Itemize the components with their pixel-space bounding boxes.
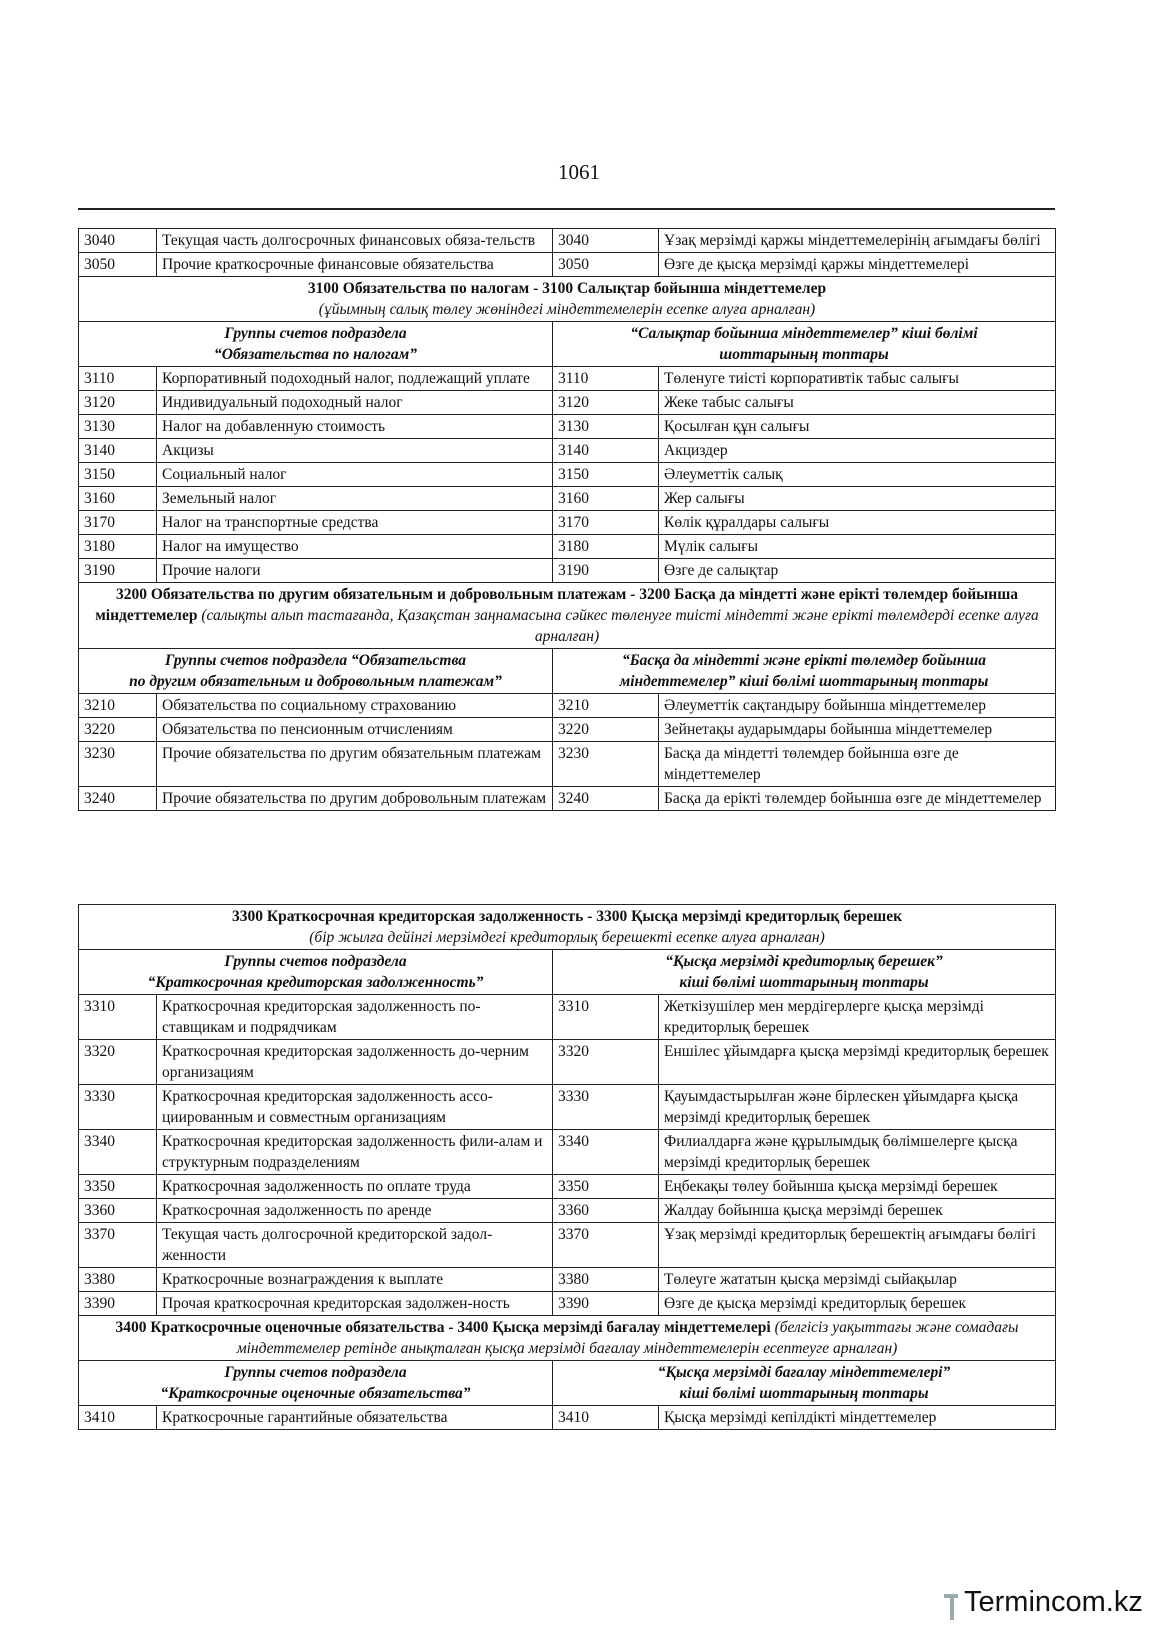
table-row [79,742,1056,787]
table-row [79,253,1056,277]
section-note: (салықты алып тастағанда, Қазақстан заңнамасына сәйкес төленуге тиісті міндетті және ерікті төлемдерді есепке алуға арналған) [201,607,1039,645]
code-kz: 3190 [553,559,659,583]
watermark-text: Termincom.kz [964,1586,1143,1618]
header-ru-line2: “Краткосрочная кредиторская задолженность” [147,974,484,991]
rows-3100 [79,367,1056,583]
code-kz: 3160 [553,487,659,511]
header-ru-line1: Группы счетов подраздела [224,953,407,970]
name-kz: Еңбекақы төлеу бойынша қысқа мерзімді берешек [659,1175,1056,1199]
code-ru: 3310 [79,995,157,1040]
name-ru: Социальный налог [157,463,553,487]
section-title: 3200 Обязательства по другим обязательным и добровольным платежам - 3200 Басқа да міндетті және ерікті төлемдер бойынша міндеттемелер [95,586,1019,624]
table-row [79,694,1056,718]
section-header-row [79,1361,1056,1406]
section-title: 3400 Краткосрочные оценочные обязательства - 3400 Қысқа мерзімді бағалау міндеттемелері [115,1319,771,1336]
name-ru: Прочие налоги [157,559,553,583]
code-kz: 3310 [553,995,659,1040]
code-kz: 3050 [553,253,659,277]
code-ru: 3040 [79,229,157,253]
table-row [79,229,1056,253]
code-ru: 3240 [79,787,157,811]
code-kz: 3410 [553,1406,659,1430]
name-kz: Әлеуметтік сақтандыру бойынша міндеттемелер [659,694,1056,718]
code-kz: 3210 [553,694,659,718]
code-kz: 3110 [553,367,659,391]
section-header-row [79,649,1056,694]
name-ru: Краткосрочная задолженность по оплате труда [157,1175,553,1199]
section-title-row [79,1316,1056,1361]
code-ru: 3220 [79,718,157,742]
name-ru: Обязательства по социальному страхованию [157,694,553,718]
section-note: (ұйымның салық төлеу жөніндегі міндеттемелерін есепке алуға арналған) [318,301,816,318]
code-kz: 3340 [553,1130,659,1175]
name-ru: Налог на транспортные средства [157,511,553,535]
name-ru: Краткосрочные вознаграждения к выплате [157,1268,553,1292]
name-ru: Прочая краткосрочная кредиторская задолжен-ность [157,1292,553,1316]
table-row [79,1199,1056,1223]
code-ru: 3110 [79,367,157,391]
section-title-row [79,905,1056,950]
code-kz: 3180 [553,535,659,559]
code-kz: 3130 [553,415,659,439]
table-row [79,1130,1056,1175]
name-kz: Ұзақ мерзімді кредиторлық берешектің ағымдағы бөлігі [659,1223,1056,1268]
name-kz: Жеке табыс салығы [659,391,1056,415]
table-row [79,367,1056,391]
table-row [79,535,1056,559]
code-ru: 3180 [79,535,157,559]
section-title: 3100 Обязательства по налогам - 3100 Салықтар бойынша міндеттемелер [307,280,827,297]
code-ru: 3190 [79,559,157,583]
code-ru: 3050 [79,253,157,277]
name-ru: Текущая часть долгосрочных финансовых обяза-тельств [157,229,553,253]
code-kz: 3170 [553,511,659,535]
code-ru: 3320 [79,1040,157,1085]
name-ru: Налог на добавленную стоимость [157,415,553,439]
name-kz: Төленуге тиісті корпоративтік табыс салығы [659,367,1056,391]
table-row [79,511,1056,535]
section-title-row [79,583,1056,649]
table-row [79,787,1056,811]
name-kz: Қосылған құн салығы [659,415,1056,439]
header-kz-line1: “Басқа да міндетті және ерікті төлемдер бойынша [621,652,987,669]
header-ru-line2: “Краткосрочные оценочные обязательства” [160,1385,471,1402]
name-kz: Филиалдарға және құрылымдық бөлімшелерге қысқа мерзімді кредиторлық берешек [659,1130,1056,1175]
table-row [79,463,1056,487]
name-kz: Еншілес ұйымдарға қысқа мерзімді кредиторлық берешек [659,1040,1056,1085]
header-kz-line2: кіші бөлімі шоттарының топтары [679,974,929,991]
table-row [79,487,1056,511]
name-ru: Земельный налог [157,487,553,511]
section-header-row [79,950,1056,995]
section-title-row [79,277,1056,322]
name-ru: Корпоративный подоходный налог, подлежащий уплате [157,367,553,391]
code-ru: 3230 [79,742,157,787]
name-kz: Өзге де қысқа мерзімді қаржы міндеттемелері [659,253,1056,277]
code-ru: 3330 [79,1085,157,1130]
name-kz: Басқа да міндетті төлемдер бойынша өзге де міндеттемелер [659,742,1056,787]
name-kz: Басқа да ерікті төлемдер бойынша өзге де міндеттемелер [659,787,1056,811]
code-ru: 3140 [79,439,157,463]
name-kz: Өзге де салықтар [659,559,1056,583]
rows-3200 [79,694,1056,811]
name-kz: Ұзақ мерзімді қаржы міндеттемелерінің ағымдағы бөлігі [659,229,1056,253]
header-kz-line2: кіші бөлімі шоттарының топтары [679,1385,929,1402]
name-ru: Прочие обязательства по другим добровольным платежам [157,787,553,811]
name-ru: Краткосрочная кредиторская задолженность фили-алам и структурным подразделениям [157,1130,553,1175]
header-ru-line2: по другим обязательным и добровольным платежам” [129,673,502,690]
name-ru: Краткосрочная задолженность по аренде [157,1199,553,1223]
code-kz: 3230 [553,742,659,787]
header-rule [78,208,1055,210]
name-ru: Краткосрочная кредиторская задолженность ассо-циированным и совместным организациям [157,1085,553,1130]
table-row [79,1292,1056,1316]
table-row [79,559,1056,583]
name-ru: Прочие обязательства по другим обязательным платежам [157,742,553,787]
table-row [79,439,1056,463]
code-ru: 3360 [79,1199,157,1223]
code-ru: 3170 [79,511,157,535]
code-kz: 3220 [553,718,659,742]
code-kz: 3240 [553,787,659,811]
name-kz: Жер салығы [659,487,1056,511]
code-kz: 3320 [553,1040,659,1085]
table-row [79,1085,1056,1130]
name-kz: Қауымдастырылған және бірлескен ұйымдарға қысқа мерзімді кредиторлық берешек [659,1085,1056,1130]
table-row [79,1268,1056,1292]
name-ru: Краткосрочная кредиторская задолженность до-черним организациям [157,1040,553,1085]
code-kz: 3140 [553,439,659,463]
name-kz: Төлеуге жататын қысқа мерзімді сыйақылар [659,1268,1056,1292]
name-ru: Прочие краткосрочные финансовые обязательства [157,253,553,277]
accounts-table-1 [78,228,1056,811]
name-kz: Зейнетақы аударымдары бойынша міндеттемелер [659,718,1056,742]
table-row [79,391,1056,415]
table-row [79,1040,1056,1085]
code-ru: 3340 [79,1130,157,1175]
name-kz: Қысқа мерзімді кепілдікті міндеттемелер [659,1406,1056,1430]
page-number: 1061 [558,160,600,184]
code-ru: 3370 [79,1223,157,1268]
name-ru: Краткосрочная кредиторская задолженность по-ставщикам и подрядчикам [157,995,553,1040]
name-ru: Обязательства по пенсионным отчислениям [157,718,553,742]
code-ru: 3410 [79,1406,157,1430]
name-ru: Индивидуальный подоходный налог [157,391,553,415]
code-kz: 3390 [553,1292,659,1316]
header-kz-line1: “Қысқа мерзімді бағалау міндеттемелері” [657,1364,951,1381]
name-kz: Жалдау бойынша қысқа мерзімді берешек [659,1199,1056,1223]
code-kz: 3380 [553,1268,659,1292]
name-ru: Текущая часть долгосрочной кредиторской задол-женности [157,1223,553,1268]
name-kz: Әлеуметтік салық [659,463,1056,487]
table-row [79,718,1056,742]
name-ru: Акцизы [157,439,553,463]
code-ru: 3350 [79,1175,157,1199]
code-ru: 3120 [79,391,157,415]
code-ru: 3160 [79,487,157,511]
section-note: (белгісіз уақыттағы және сомадағы міндеттемелер ретінде анықталған қысқа мерзімді бағалау міндеттемелерін есептеуге арналған) [236,1319,1019,1357]
code-ru: 3210 [79,694,157,718]
code-ru: 3130 [79,415,157,439]
table-row [79,1223,1056,1268]
header-ru-line2: “Обязательства по налогам” [214,346,417,363]
header-ru-line1: Группы счетов подраздела “Обязательства [164,652,467,669]
table-row [79,1406,1056,1430]
name-ru: Налог на имущество [157,535,553,559]
section-header-row [79,322,1056,367]
header-kz-line2: шоттарының топтары [719,346,889,363]
header-kz-line2: міндеттемелер” кіші бөлімі шоттарының топтары [619,673,989,690]
header-kz-line1: “Салықтар бойынша міндеттемелер” кіші бөлімі [630,325,978,342]
code-kz: 3360 [553,1199,659,1223]
code-ru: 3390 [79,1292,157,1316]
name-kz: Мүлік салығы [659,535,1056,559]
code-ru: 3380 [79,1268,157,1292]
code-kz: 3150 [553,463,659,487]
code-kz: 3350 [553,1175,659,1199]
table-row [79,415,1056,439]
name-ru: Краткосрочные гарантийные обязательства [157,1406,553,1430]
code-kz: 3370 [553,1223,659,1268]
rows-3300 [79,995,1056,1316]
header-ru-line1: Группы счетов подраздела [224,1364,407,1381]
name-kz: Акциздер [659,439,1056,463]
header-ru-line1: Группы счетов подраздела [224,325,407,342]
name-kz: Өзге де қысқа мерзімді кредиторлық берешек [659,1292,1056,1316]
code-kz: 3120 [553,391,659,415]
section-note: (бір жылға дейінгі мерзімдегі кредиторлық берешекті есепке алуға арналған) [309,929,825,946]
name-kz: Жеткізушілер мен мердігерлерге қысқа мерзімді кредиторлық берешек [659,995,1056,1040]
accounts-table-2 [78,904,1056,1430]
section-title: 3300 Краткосрочная кредиторская задолженность - 3300 Қысқа мерзімді кредиторлық берешек [231,908,903,925]
code-ru: 3150 [79,463,157,487]
name-kz: Көлік құралдары салығы [659,511,1056,535]
rows-3400 [79,1406,1056,1430]
table-row [79,1175,1056,1199]
header-kz-line1: “Қысқа мерзімді кредиторлық берешек” [665,953,943,970]
code-kz: 3040 [553,229,659,253]
table-row [79,995,1056,1040]
code-kz: 3330 [553,1085,659,1130]
